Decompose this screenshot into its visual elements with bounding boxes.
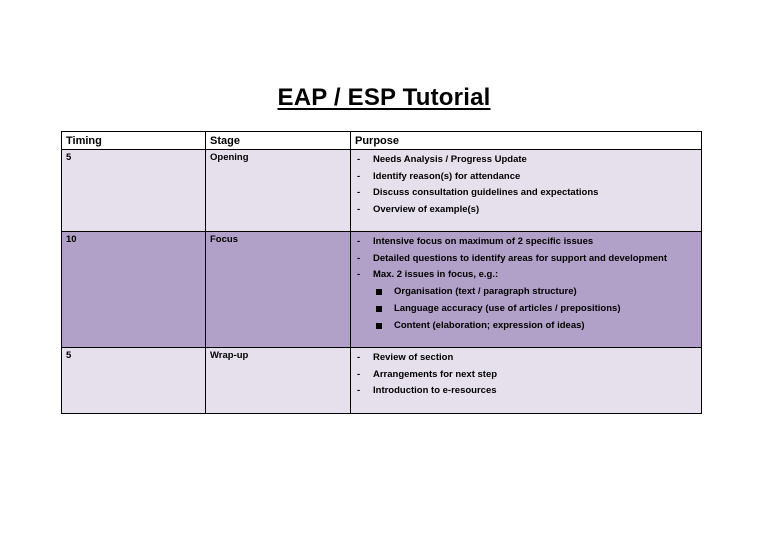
purpose-list <box>355 234 697 284</box>
purpose-item: - Identify reason(s) for attendance <box>355 169 697 186</box>
tutorial-plan-table <box>61 131 702 414</box>
purpose-list <box>355 152 697 219</box>
timing-cell: 5 <box>62 348 206 414</box>
stage-cell: Focus <box>206 232 351 348</box>
dash-bullet: - <box>357 187 361 199</box>
purpose-item: - Intensive focus on maximum of 2 specific issues <box>355 234 697 251</box>
header-purpose: Purpose <box>351 132 702 150</box>
table-row-opening <box>62 150 702 232</box>
purpose-sub-item: Organisation (text / paragraph structure) <box>355 284 697 301</box>
purpose-item: - Overview of example(s) <box>355 202 697 219</box>
page-title: EAP / ESP Tutorial <box>277 84 491 111</box>
purpose-item: - Discuss consultation guidelines and expectations <box>355 185 697 202</box>
dash-bullet: - <box>357 170 361 182</box>
purpose-sub-list <box>355 284 697 334</box>
square-bullet-icon <box>376 289 382 295</box>
purpose-item: - Detailed questions to identify areas for support and development <box>355 251 697 268</box>
table-row-wrap-up <box>62 348 702 414</box>
purpose-item: - Review of section <box>355 350 697 367</box>
purpose-list <box>355 350 697 400</box>
dash-bullet: - <box>357 252 361 264</box>
table-row-focus <box>62 232 702 348</box>
timing-cell: 5 <box>62 150 206 232</box>
purpose-cell <box>351 232 702 348</box>
square-bullet-icon <box>376 323 382 329</box>
header-stage: Stage <box>206 132 351 150</box>
dash-bullet: - <box>357 368 361 380</box>
purpose-item: - Max. 2 issues in focus, e.g.: <box>355 267 697 284</box>
dash-bullet: - <box>357 204 361 216</box>
dash-bullet: - <box>357 352 361 363</box>
purpose-item: - Arrangements for next step <box>355 367 697 384</box>
purpose-sub-item: Content (elaboration; expression of ideas) <box>355 318 697 335</box>
purpose-cell <box>351 348 702 414</box>
purpose-item: - Needs Analysis / Progress Update <box>355 152 697 169</box>
stage-cell: Wrap-up <box>206 348 351 414</box>
dash-bullet: - <box>357 269 361 281</box>
dash-bullet: - <box>357 154 361 165</box>
purpose-sub-item: Language accuracy (use of articles / prepositions) <box>355 301 697 318</box>
stage-cell: Opening <box>206 150 351 232</box>
dash-bullet: - <box>357 236 361 247</box>
timing-cell: 10 <box>62 232 206 348</box>
square-bullet-icon <box>376 306 382 312</box>
table-header-row <box>62 132 702 150</box>
purpose-cell <box>351 150 702 232</box>
header-timing: Timing <box>62 132 206 150</box>
dash-bullet: - <box>357 385 361 397</box>
purpose-item: - Introduction to e-resources <box>355 383 697 400</box>
